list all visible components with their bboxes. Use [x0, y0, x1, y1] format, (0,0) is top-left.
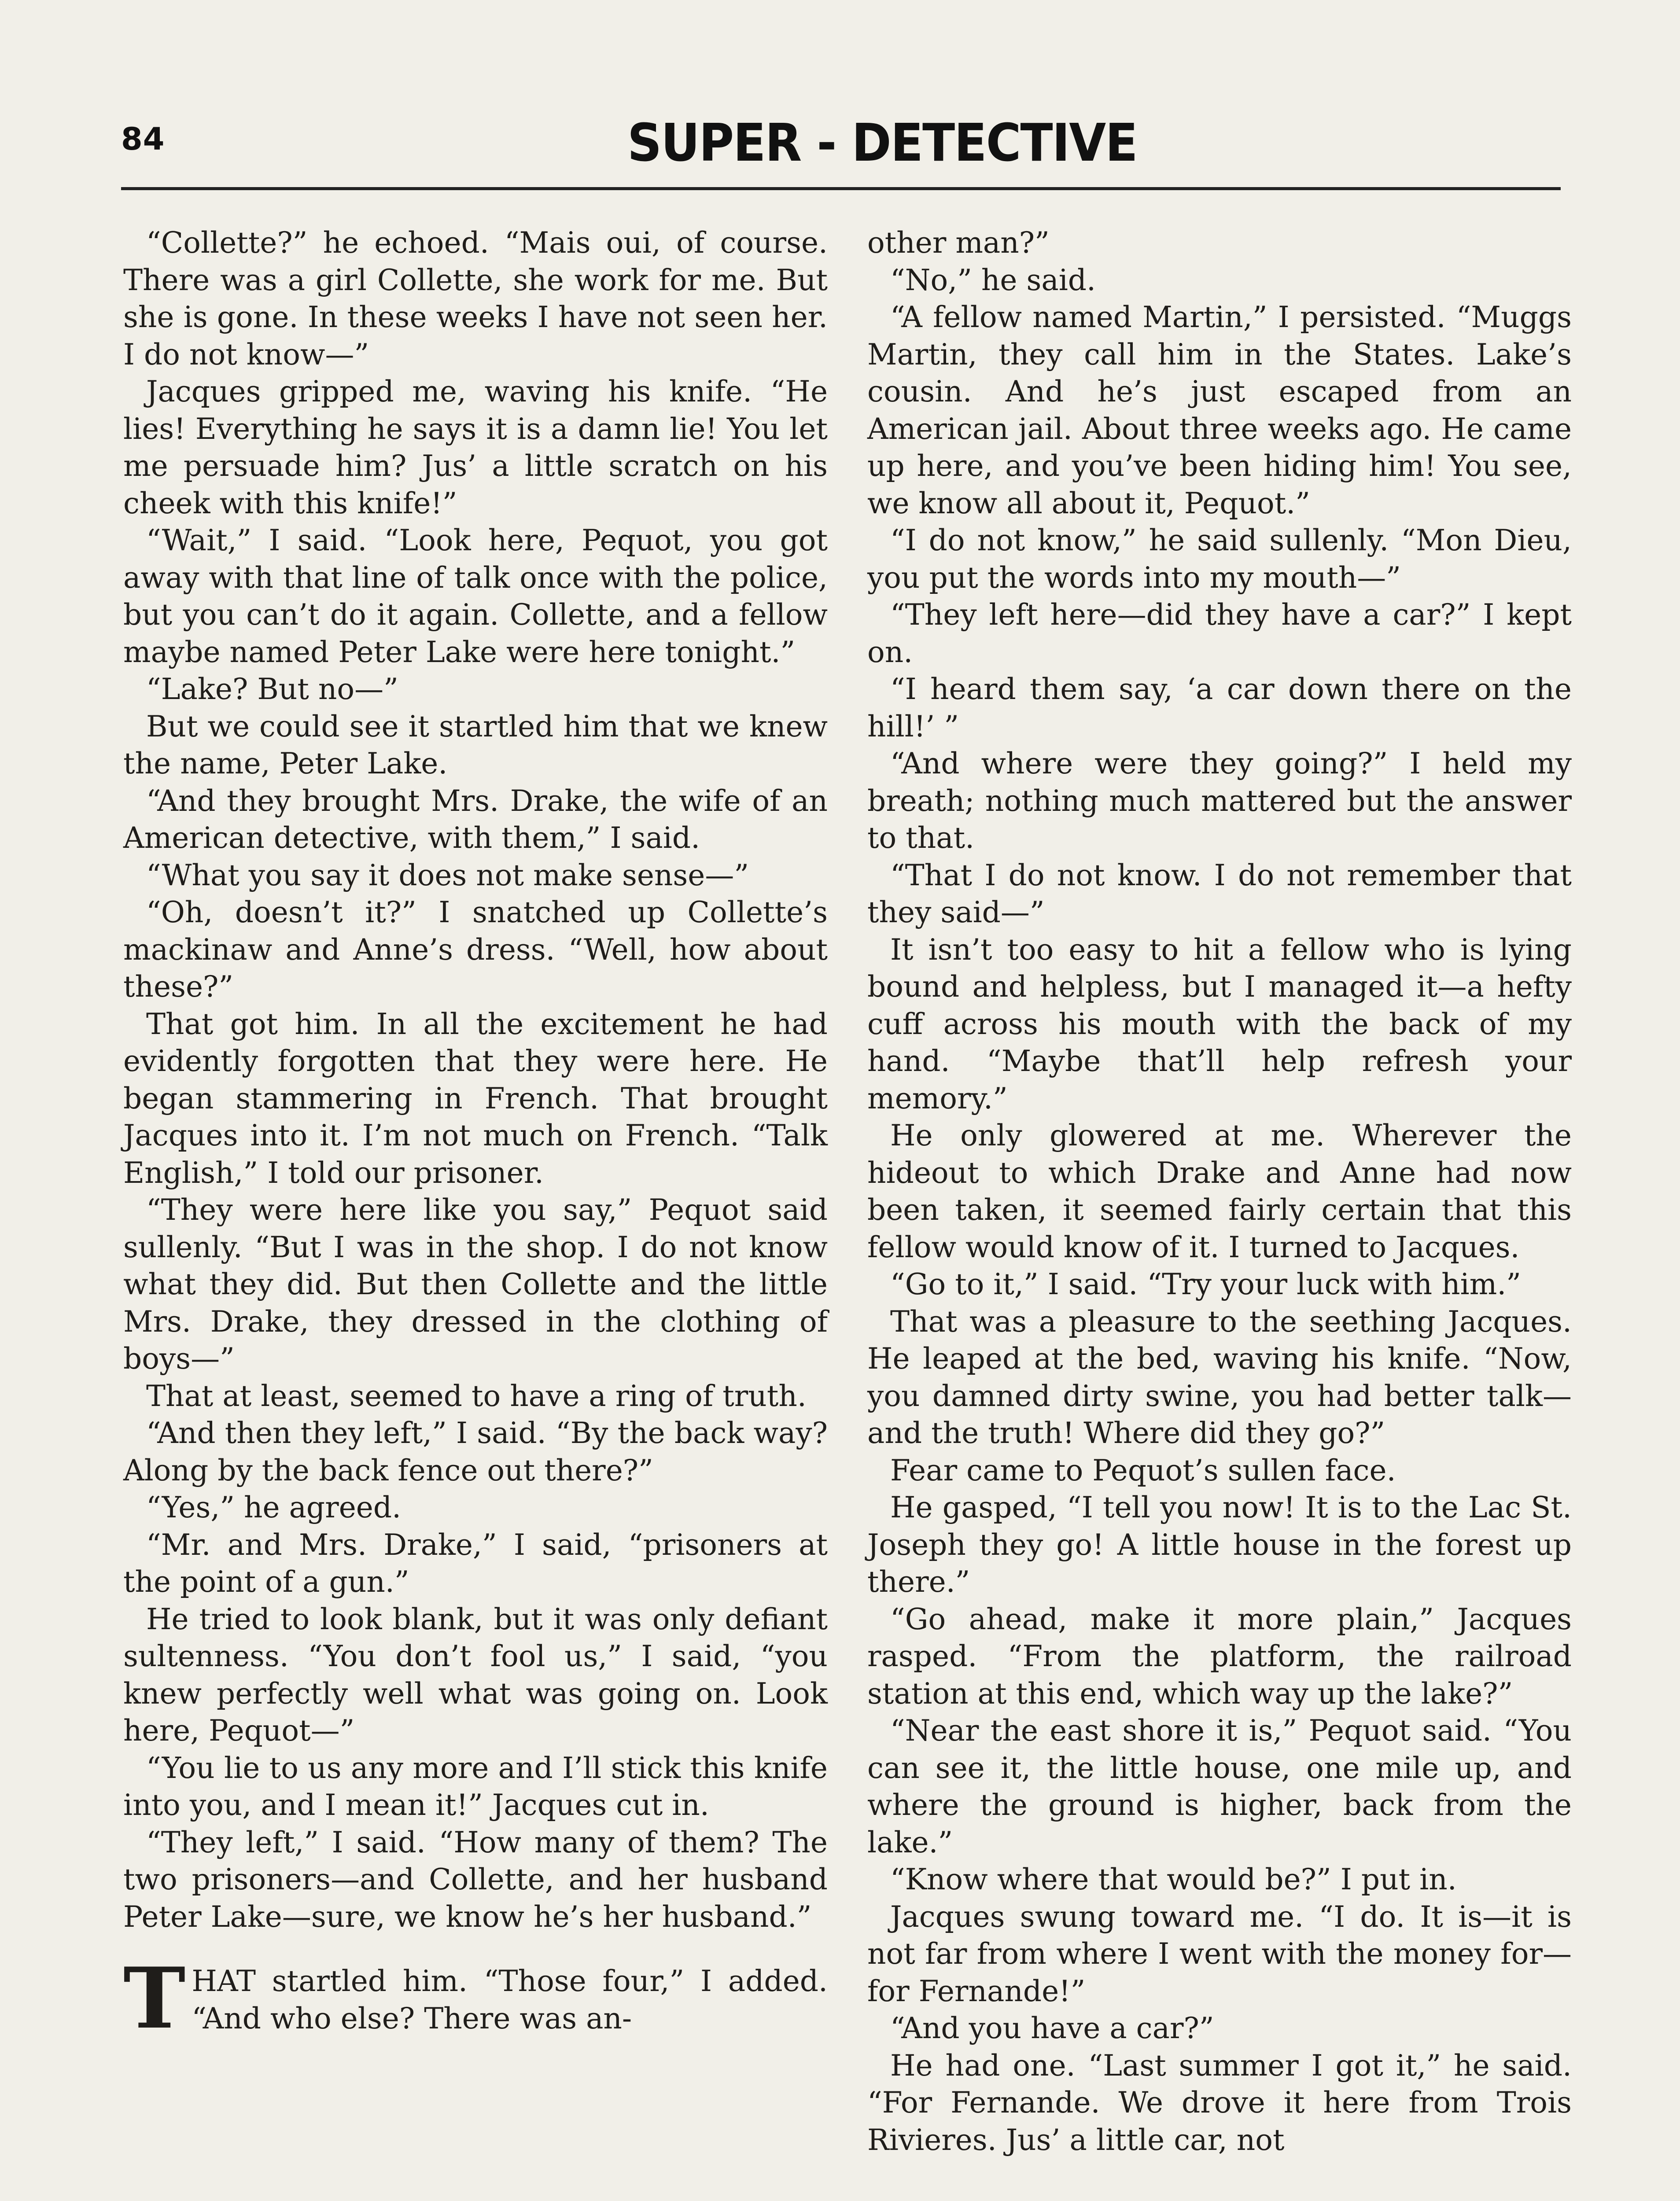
paragraph: Jacques swung toward me. “I do. It is—it is not far from where I went with the money for—for Fernande!” [867, 1899, 1572, 2008]
paragraph: “Know where that would be?” I put in. [890, 1862, 1457, 1896]
paragraph: “You lie to us any more and I’ll stick this knife into you, and I mean it!” Jacques cut in. [123, 1751, 828, 1822]
header-rule [121, 187, 1561, 190]
drop-cap: T [123, 1949, 186, 2047]
paragraph: “Oh, doesn’t it?” I snatched up Collette’s mackinaw and Anne’s dress. “Well, how about these?” [123, 895, 828, 1004]
paragraph: That got him. In all the excitement he had evidently forgotten that they were here. He began stammering in French. That brought Jacques into it. I’m not much on French. “Talk English,” I told our prisoner. [123, 1007, 828, 1190]
magazine-title: SUPER - DETECTIVE [627, 112, 1137, 173]
paragraph: Fear came to Pequot’s sullen face. [890, 1453, 1396, 1487]
paragraph: “They left,” I said. “How many of them? The two prisoners—and Collette, and her husband Peter Lake—sure, we know he’s her husband.” [123, 1825, 828, 1934]
left-column [123, 225, 828, 2047]
paragraph: “And you have a car?” [890, 2011, 1214, 2045]
paragraph: “Mr. and Mrs. Drake,” I said, “prisoners at the point of a gun.” [123, 1527, 828, 1599]
paragraph: “And then they left,” I said. “By the back way? Along by the back fence out there?” [123, 1416, 828, 1487]
paragraph: “Wait,” I said. “Look here, Pequot, you got away with that line of talk once with the police, but you can’t do it again. Collette, and a fellow maybe named Peter Lake were here tonight.” [123, 523, 828, 669]
paragraph: He tried to look blank, but it was only defiant sultenness. “You don’t fool us,” I said, “you knew perfectly well what was going on. Look here, Pequot—” [123, 1602, 828, 1748]
paragraph: But we could see it startled him that we knew the name, Peter Lake. [123, 709, 828, 780]
paragraph: It isn’t too easy to hit a fellow who is lying bound and helpless, but I managed it—a hefty cuff across his mouth with the back of my hand. “Maybe that’ll help refresh your memory.” [867, 932, 1572, 1115]
paragraph: “Near the east shore it is,” Pequot said. “You can see it, the little house, one mile up, and where the ground is higher, back from the lake.” [867, 1714, 1572, 1859]
paragraph: “Lake? But no—” [146, 672, 398, 706]
paragraph: He gasped, “I tell you now! It is to the Lac St. Joseph they go! A little house in the forest up there.” [867, 1491, 1572, 1599]
paragraph: “They left here—did they have a car?” I kept on. [867, 598, 1572, 669]
paragraph: “And where were they going?” I held my breath; nothing much mattered but the answer to that. [867, 747, 1572, 855]
paragraph: “What you say it does not make sense—” [146, 858, 749, 892]
paragraph: “And they brought Mrs. Drake, the wife of an American detective, with them,” I said. [123, 784, 828, 855]
paragraph: “No,” he said. [890, 263, 1096, 297]
paragraph: That at least, seemed to have a ring of truth. [146, 1379, 807, 1413]
page-header [121, 112, 1561, 196]
paragraph: He had one. “Last summer I got it,” he said. “For Fernande. We drove it here from Trois Rivieres. Jus’ a little car, not [867, 2048, 1572, 2157]
paragraph: “I do not know,” he said sullenly. “Mon Dieu, you put the words into my mouth—” [867, 523, 1572, 595]
paragraph: “Go ahead, make it more plain,” Jacques rasped. “From the platform, the railroad station at this end, which way up the lake?” [867, 1602, 1572, 1711]
paragraph: “Collette?” he echoed. “Mais oui, of course. There was a girl Collette, she work for me. But she is gone. In these weeks I have not seen her. I do not know—” [123, 226, 828, 372]
page-number: 84 [121, 121, 165, 157]
paragraph: “That I do not know. I do not remember that they said—” [867, 858, 1572, 929]
right-column [867, 225, 1572, 2159]
section-start-text: HAT startled him. “Those four,” I added. “And who else? There was an- [192, 1964, 828, 2035]
paragraph: Jacques gripped me, waving his knife. “He lies! Everything he says it is a damn lie! You let me persuade him? Jus’ a little scratch on his cheek with this knife!” [123, 375, 828, 520]
paragraph: He only glowered at me. Wherever the hideout to which Drake and Anne had now been taken, it seemed fairly certain that this fellow would know of it. I turned to Jacques. [867, 1119, 1572, 1264]
paragraph: “Yes,” he agreed. [146, 1491, 402, 1524]
paragraph: “They were here like you say,” Pequot said sullenly. “But I was in the shop. I do not know what they did. But then Collette and the little Mrs. Drake, they dressed in the clothing of boys—” [123, 1193, 828, 1376]
paragraph: That was a pleasure to the seething Jacques. He leaped at the bed, waving his knife. “Now, you damned dirty swine, you had better talk—and the truth! Where did they go?” [867, 1304, 1572, 1450]
paragraph: “A fellow named Martin,” I persisted. “Muggs Martin, they call him in the States. Lake’s cousin. And he’s just escaped from an American jail. About three weeks ago. He came up here, and you’ve been hiding him! You see, we know all about it, Pequot.” [867, 300, 1572, 520]
section-start-paragraph [123, 1949, 828, 2047]
paragraph: “I heard them say, ‘a car down there on the hill!’ ” [867, 672, 1572, 743]
paragraph: other man?” [867, 226, 1050, 260]
paragraph: “Go to it,” I said. “Try your luck with him.” [890, 1267, 1522, 1301]
